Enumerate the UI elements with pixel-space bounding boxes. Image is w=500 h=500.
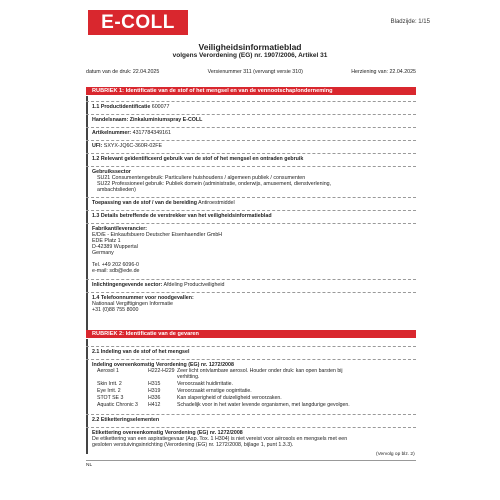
emergency-phone-heading: 1.4 Telefoonnummer voor noodgevallen:: [92, 295, 194, 301]
language-code: NL: [86, 463, 93, 468]
document-title: Veiligheidsinformatieblad: [198, 42, 302, 52]
hazard-statement: Veroorzaakt huidirritatie.: [177, 381, 233, 387]
su21-text: SU21 Consumentengebruik: Particuliere huishoudens / algemeen publiek / consumenten: [97, 175, 306, 181]
hazard-code: H336: [148, 395, 161, 401]
separator: [86, 127, 416, 128]
email: e-mail: sdb@ede.de: [92, 268, 140, 274]
ufi-code: UFI: SXYX-JQ6C-360R-02FE: [92, 143, 163, 149]
address-line: EDE Platz 1: [92, 238, 121, 244]
hazard-statement: Zeer licht ontvlambare aerosol. Houder onder druk: kan open barsten bij: [177, 368, 343, 374]
section-1-header: RUBRIEK 1: Identificatie van de stof of het mengsel en van de vennootschap/onderneming: [86, 87, 416, 95]
separator: [86, 153, 416, 154]
application: Toepassing van de stof / van de bereiding Antiroestmiddel: [92, 200, 235, 206]
manufacturer-label: Fabrikant/leverancier:: [92, 226, 148, 232]
separator: [86, 210, 416, 211]
hazard-class: Eye Irrit. 2: [97, 388, 121, 394]
labelling-note: De etikettering van een aspiratiegevaar (Asp. Tox. 1 H304) is niet vereist voor aërosols en mengsels met een: [92, 436, 348, 442]
classification-heading: 2.1 Indeling van de stof of het mengsel: [92, 349, 190, 355]
separator: [86, 140, 416, 141]
clp-classification: Indeling overeenkomstig Verordening (EG) nr. 1272/2008: [92, 362, 234, 368]
hazard-class: Skin Irrit. 2: [97, 381, 122, 387]
separator: [86, 101, 416, 102]
telephone: Tel. +49 202 6096-0: [92, 262, 139, 268]
separator: [86, 414, 416, 415]
sector-of-use-label: Gebruikssector: [92, 169, 131, 175]
address-line: Germany: [92, 250, 114, 256]
relevant-use-heading: 1.2 Relevant geïdentificeerd gebruik van de stof of het mengsel en ontraden gebruik: [92, 156, 304, 162]
trade-name: Handelsnaam: Zinkaluminiumspray E-COLL: [92, 117, 203, 123]
supplier-details-heading: 1.3 Details betreffende de verstrekker van het veiligheidsinformatieblad: [92, 213, 272, 219]
separator: [86, 166, 416, 167]
address-line: E/D/E - Einkaufsbuero Deutscher Eisenhaendler GmbH: [92, 232, 223, 238]
section-2-bar: [86, 339, 88, 454]
information-department: Inlichtingengevende sector: Afdeling Productveiligheid: [92, 282, 225, 288]
separator: [86, 197, 416, 198]
labelling-note-cont: gesloten verstuivingsinrichting (Verordening (EG) nr. 1272/2008, bijlage 1, punt 1.3.3).: [92, 442, 294, 448]
separator: [86, 223, 416, 224]
label-elements-heading: 2.2 Etiketteringselementen: [92, 417, 160, 423]
poison-center: Nationaal Vergiftigingen Informatie: [92, 301, 173, 307]
emergency-phone: +31 (0)88 755 8000: [92, 307, 139, 313]
hazard-statement: Veroorzaakt ernstige oogirritatie.: [177, 388, 252, 394]
hazard-code: H315: [148, 381, 161, 387]
hazard-code: H319: [148, 388, 161, 394]
document-subtitle: volgens Verordening (EG) nr. 1907/2006, Artikel 31: [172, 52, 328, 59]
separator: [86, 292, 416, 293]
page-number: Bladzijde: 1/15: [390, 19, 430, 25]
separator: [86, 346, 416, 347]
hazard-class: Aerosol 1: [97, 368, 119, 374]
revision-date: Herziening van: 22.04.2025: [351, 69, 416, 75]
separator: [86, 359, 416, 360]
su22-text: SU22 Professioneel gebruik: Publiek domein (administratie, onderwijs, amusement, dienstverlening,: [97, 181, 332, 187]
hazard-code: H222-H229: [148, 368, 175, 374]
section-1-bar: [86, 96, 88, 336]
hazard-statement: Kan slaperigheid of duizeligheid veroorzaken.: [177, 395, 282, 401]
print-date: datum van de druk: 22.04.2025: [86, 69, 160, 75]
separator: [86, 114, 416, 115]
hazard-code: H412: [148, 402, 161, 408]
separator: [86, 279, 416, 280]
section-2-header: RUBRIEK 2: Identificatie van de gevaren: [86, 330, 416, 338]
address-line: D-42389 Wuppertal: [92, 244, 138, 250]
hazard-class: Aquatic Chronic 3: [97, 402, 138, 408]
hazard-class: STOT SE 3: [97, 395, 124, 401]
hazard-statement-cont: verhitting.: [177, 374, 200, 380]
article-number: Artikelnummer: 4317784349161: [92, 130, 171, 136]
footer-rule: [86, 460, 416, 461]
separator: [86, 427, 416, 428]
version-number: Versienummer 311 (vervangt versie 310): [207, 69, 303, 75]
clp-labelling: Etikettering overeenkomstig Verordening (EG) nr. 1272/2008: [92, 430, 243, 436]
su22-text-cont: ambachtslieden): [97, 187, 136, 193]
ecoll-logo: E-COLL: [88, 10, 188, 35]
product-identifier: 1.1 Productidentificatie 600077: [92, 104, 170, 110]
hazard-statement: Schadelijk voor in het water levende organismen, met langdurige gevolgen.: [177, 402, 350, 408]
document-meta: [86, 69, 416, 75]
continued-note: (Vervolg op blz. 2): [376, 452, 415, 457]
